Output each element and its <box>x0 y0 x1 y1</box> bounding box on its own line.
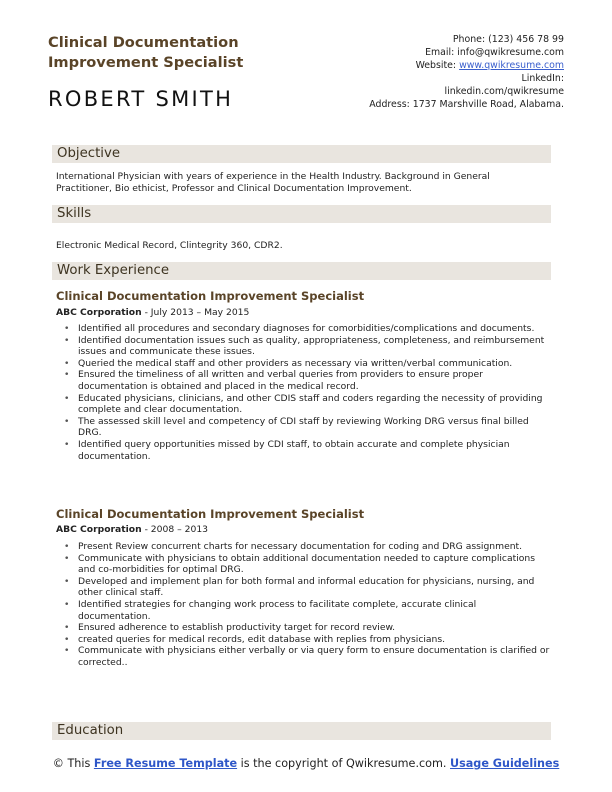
list-item: • The assessed skill level and competency of CDI staff by reviewing Working DRG versus final billed DRG. <box>62 416 550 439</box>
footer-copyright <box>40 757 572 771</box>
resume-job-title: Clinical Documentation Improvement Specialist <box>48 34 244 71</box>
usage-guidelines-link[interactable]: Usage Guidelines <box>450 757 560 770</box>
contact-website-label: Website: <box>415 60 457 72</box>
job-dates: - 2008 – 2013 <box>141 524 209 535</box>
candidate-name: ROBERT SMITH <box>48 87 234 111</box>
education-heading: Education <box>52 722 551 740</box>
contact-linkedin: linkedin.com/qwikresume <box>444 86 564 98</box>
job-bullets <box>62 541 550 669</box>
contact-website-link[interactable]: www.qwikresume.com <box>459 60 564 72</box>
job-company-line <box>56 307 249 318</box>
list-item: • Educated physicians, clinicians, and other CDIS staff and coders regarding the necessity of providing complete and clear documentation. <box>62 393 550 416</box>
contact-linkedin-label: LinkedIn: <box>521 73 564 85</box>
list-item: • Identified all procedures and secondary diagnoses for comorbidities/complications and documents. <box>62 323 550 335</box>
skills-text: Electronic Medical Record, Clintegrity 360, CDR2. <box>56 240 283 251</box>
list-item: • Identified strategies for changing work process to facilitate complete, accurate clinical documentation. <box>62 599 550 622</box>
list-item: • Identified documentation issues such as quality, appropriateness, completeness, and reimbursement issues and communicate these issues. <box>62 335 550 358</box>
list-item: • Present Review concurrent charts for necessary documentation for coding and DRG assignment. <box>62 541 550 553</box>
job-title: Clinical Documentation Improvement Specialist <box>56 507 365 521</box>
list-item: • created queries for medical records, edit database with replies from physicians. <box>62 634 550 646</box>
job-dates: - July 2013 – May 2015 <box>141 307 250 318</box>
list-item: • Communicate with physicians to obtain additional documentation needed to capture complications and co-morbidities for optimal DRG. <box>62 553 550 576</box>
list-item: • Ensured adherence to establish productivity target for record review. <box>62 622 550 634</box>
objective-text: International Physician with years of experience in the Health Industry. Background in General Practitioner, Bio ethicist, Professor and Clinical Documentation Improvement. <box>56 171 490 194</box>
skills-heading: Skills <box>52 205 551 223</box>
free-resume-template-link[interactable]: Free Resume Template <box>93 757 238 770</box>
job-company: ABC Corporation <box>56 524 142 535</box>
list-item: • Developed and implement plan for both formal and informal education for physicians, nursing, and other clinical staff. <box>62 576 550 599</box>
job-title: Clinical Documentation Improvement Specialist <box>56 289 365 303</box>
contact-phone: Phone: (123) 456 78 99 <box>452 34 564 45</box>
contact-block <box>324 33 564 112</box>
job-bullets <box>62 323 550 462</box>
list-item: • Identified query opportunities missed by CDI staff, to obtain accurate and complete physician documentation. <box>62 439 550 462</box>
contact-website <box>324 59 564 72</box>
contact-address: Address: 1737 Marshville Road, Alabama. <box>369 99 564 111</box>
job-company-line <box>56 524 208 535</box>
objective-heading: Objective <box>52 145 551 163</box>
list-item: • Queried the medical staff and other providers as necessary via written/verbal communication. <box>62 358 550 370</box>
list-item: • Communicate with physicians either verbally or via query form to ensure documentation is clarified or corrected.. <box>62 645 550 668</box>
job-company: ABC Corporation <box>56 307 142 318</box>
footer-middle: is the copyright of Qwikresume.com. <box>237 757 451 770</box>
work-experience-heading: Work Experience <box>52 262 551 280</box>
resume-header <box>48 0 564 136</box>
list-item: • Ensured the timeliness of all written and verbal queries from providers to ensure proper documentation is obtained and placed in the medical record. <box>62 369 550 392</box>
footer-prefix: © This <box>52 757 94 770</box>
contact-email: Email: info@qwikresume.com <box>425 47 564 59</box>
